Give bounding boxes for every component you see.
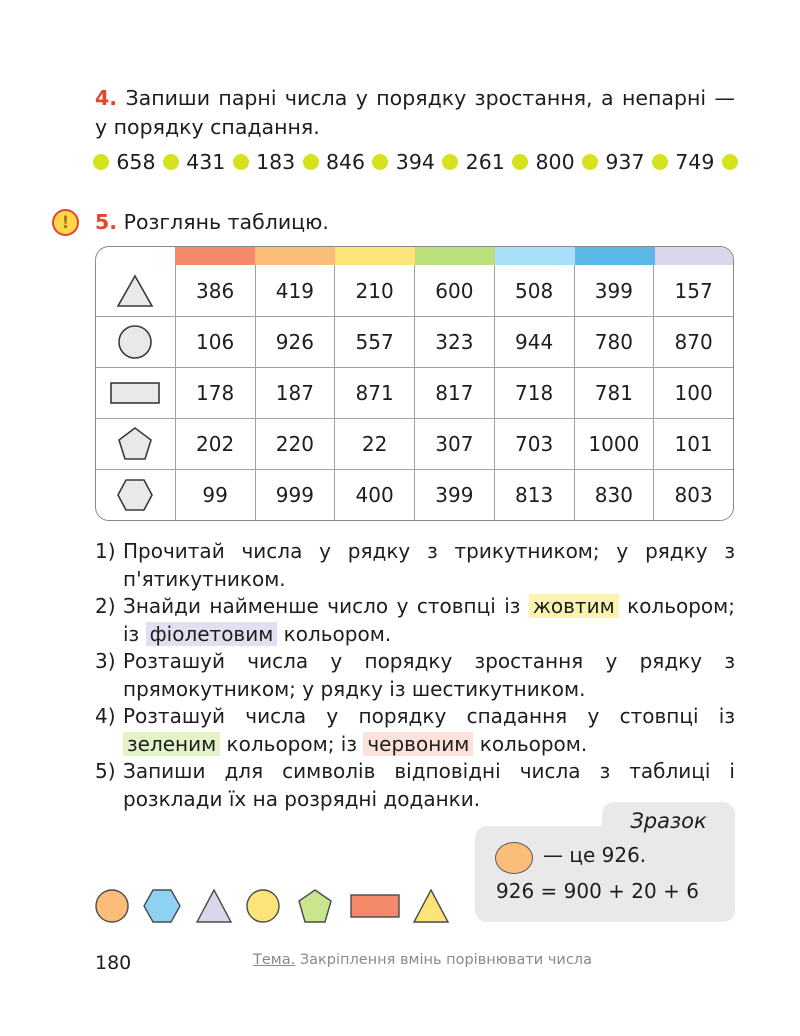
bullet-dot-icon (233, 154, 249, 170)
task-number: 5) (95, 759, 116, 783)
green-highlight: зеленим (123, 732, 220, 756)
table-cell: 101 (653, 419, 733, 469)
exercise-5-text: Розглянь таблицю. (123, 210, 329, 234)
table-cell: 870 (653, 317, 733, 367)
table-cell: 1000 (574, 419, 654, 469)
task-number: 1) (95, 539, 116, 563)
yellow-triangle-icon (414, 890, 448, 922)
number-table (95, 246, 734, 521)
table-cell: 703 (494, 419, 574, 469)
task-number: 3) (95, 649, 116, 673)
table-cell: 187 (255, 368, 335, 418)
color-stripe (495, 247, 575, 265)
rectangle-icon (96, 368, 175, 418)
table-cell: 399 (414, 470, 494, 520)
task-text-part: кольором; із (123, 594, 735, 646)
yellow-highlight: жовтим (529, 594, 619, 618)
violet-highlight: фіолетовим (146, 622, 278, 646)
pentagon-icon (96, 419, 175, 469)
orange-circle-icon (495, 842, 533, 874)
triangle-icon (96, 265, 175, 316)
color-stripe (655, 247, 734, 265)
table-cell: 99 (175, 470, 255, 520)
table-cell: 871 (334, 368, 414, 418)
task-text: Прочитай числа у рядку з трикутником; у рядку з п'ятикутником. (123, 539, 735, 591)
number-item: 183 (256, 150, 296, 174)
table-cell: 803 (653, 470, 733, 520)
task-text-part: кольором; із (220, 731, 364, 756)
table-cell: 220 (255, 419, 335, 469)
blue-hexagon-icon (144, 890, 180, 922)
page-number: 180 (95, 952, 132, 974)
hexagon-icon (96, 470, 175, 520)
task-text (123, 703, 735, 758)
bullet-dot-icon (93, 154, 109, 170)
table-cell: 926 (255, 317, 335, 367)
color-stripe (255, 247, 335, 265)
task-item (95, 593, 735, 648)
circle-icon (96, 317, 175, 367)
bullet-dot-icon (652, 154, 668, 170)
table-cell: 780 (574, 317, 654, 367)
bullet-dot-icon (163, 154, 179, 170)
topic-text: Закріплення вмінь порівнювати числа (295, 952, 592, 968)
exercise-5-prompt (95, 208, 329, 237)
number-item: 658 (116, 150, 156, 174)
bullet-dot-icon (582, 154, 598, 170)
table-cell: 157 (653, 265, 733, 316)
red-rectangle-icon (351, 895, 399, 917)
color-stripe (575, 247, 655, 265)
green-pentagon-icon (299, 890, 331, 922)
yellow-circle-icon (247, 890, 279, 922)
exercise-4-prompt (95, 84, 735, 142)
number-item: 846 (325, 150, 366, 174)
number-item: 394 (395, 150, 435, 174)
number-item: 261 (465, 150, 505, 174)
sample-line-1: — це 926. (543, 843, 647, 867)
table-row (96, 317, 733, 367)
table-cell: 508 (494, 265, 574, 316)
table-cell: 323 (414, 317, 494, 367)
table-cell: 557 (334, 317, 414, 367)
sample-title: Зразок (602, 802, 735, 840)
number-item: 800 (535, 150, 575, 174)
table-cell: 386 (175, 265, 255, 316)
symbols-row (93, 886, 453, 926)
orange-circle-icon (96, 890, 128, 922)
table-cell: 781 (574, 368, 654, 418)
task-item (95, 648, 735, 703)
task-text (123, 593, 735, 648)
red-highlight: червоним (363, 732, 473, 756)
topic-label: Тема. (253, 952, 296, 968)
exercise-5-number: 5. (95, 210, 118, 234)
number-item: 749 (675, 150, 715, 174)
task-text-part: кольором. (277, 621, 392, 646)
exercise-4-number: 4. (95, 86, 118, 110)
page-topic (253, 952, 592, 968)
bullet-dot-icon (303, 154, 319, 170)
table-cell: 178 (175, 368, 255, 418)
task-text: Розташуй числа у порядку зростання у рядку з прямокутником; у рядку із шестикутником. (123, 649, 735, 701)
task-item (95, 538, 735, 593)
task-number: 4) (95, 704, 116, 728)
task-list (95, 538, 735, 813)
color-stripe (415, 247, 495, 265)
table-cell: 106 (175, 317, 255, 367)
bullet-dot-icon (442, 154, 458, 170)
table-cell: 399 (574, 265, 654, 316)
table-row (96, 368, 733, 418)
color-stripe (335, 247, 415, 265)
attention-icon: ! (52, 209, 79, 236)
exercise-4-text: Запиши парні числа у порядку зростання, а непарні — у порядку спадання. (95, 86, 735, 139)
task-text-part: Знайди найменше число у стовпці із (123, 594, 529, 618)
number-item: 431 (186, 150, 226, 174)
table-cell: 600 (414, 265, 494, 316)
table-row (96, 419, 733, 469)
task-item (95, 703, 735, 758)
table-cell: 944 (494, 317, 574, 367)
table-cell: 813 (494, 470, 574, 520)
sample-box (475, 826, 735, 922)
violet-triangle-icon (197, 890, 231, 922)
color-stripe (175, 247, 255, 265)
bullet-dot-icon (372, 154, 388, 170)
bullet-dot-icon (512, 154, 528, 170)
table-cell: 400 (334, 470, 414, 520)
table-cell: 419 (255, 265, 335, 316)
number-item: 937 (605, 150, 645, 174)
sample-line-2: 926 = 900 + 20 + 6 (496, 879, 699, 903)
table-row (96, 265, 733, 316)
task-number: 2) (95, 594, 116, 618)
table-cell: 210 (334, 265, 414, 316)
table-cell: 307 (414, 419, 494, 469)
exercise-4-number-row (93, 146, 738, 178)
table-cell: 999 (255, 470, 335, 520)
table-cell: 817 (414, 368, 494, 418)
table-cell: 22 (334, 419, 414, 469)
task-text: Запиши для символів відповідні числа з таблиці і розклади їх на розрядні доданки. (123, 759, 735, 811)
table-cell: 830 (574, 470, 654, 520)
table-row (96, 470, 733, 520)
table-cell: 202 (175, 419, 255, 469)
table-cell: 718 (494, 368, 574, 418)
task-text-part: Розташуй числа у порядку спадання у стовпці із (123, 704, 735, 728)
bullet-dot-icon (722, 154, 738, 170)
table-cell: 100 (653, 368, 733, 418)
task-text-part: кольором. (473, 731, 588, 756)
